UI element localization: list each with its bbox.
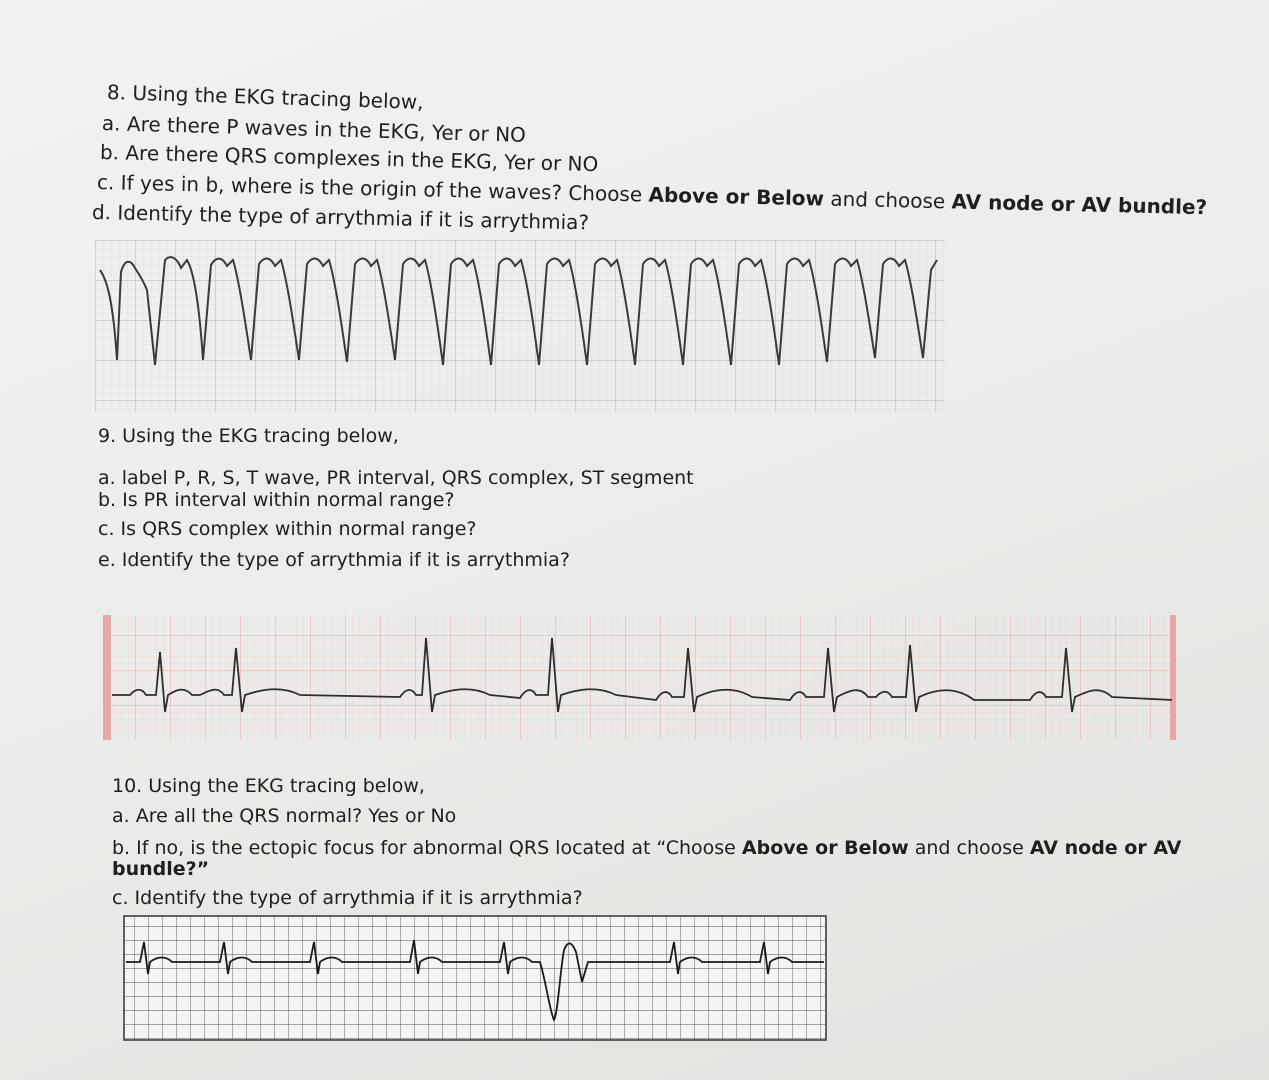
ekg-strip-q9 (100, 600, 1180, 752)
q9-part-c: c. Is QRS complex within normal range? (98, 518, 477, 540)
ekg-strip-q10 (120, 912, 830, 1042)
q9-right-edge (1170, 615, 1176, 740)
q9-grid (105, 615, 1177, 740)
q10-part-b (112, 839, 1181, 858)
q10-part-a: a. Are all the QRS normal? Yes or No (112, 805, 457, 827)
q9-part-e: e. Identify the type of arrythmia if it is arrythmia? (98, 549, 570, 571)
q10-grid-lines (124, 916, 826, 1040)
q8-part-c-mid: and choose (823, 186, 952, 214)
q9-left-edge (103, 615, 111, 740)
q10-part-b-bold-2: AV node or AV (1029, 837, 1182, 859)
q8-title: 8. Using the EKG tracing below, (106, 80, 424, 114)
q8-grid (95, 240, 945, 412)
ekg-strip-q8 (95, 240, 945, 412)
q8-part-a: a. Are there P waves in the EKG, Yer or NO (101, 111, 527, 147)
q8-part-c-bold-1: Above or Below (648, 182, 825, 211)
q9-title: 9. Using the EKG tracing below, (98, 425, 399, 447)
q10-part-b-text: b. If no, is the ectopic focus for abnormal QRS located at “Choose (112, 837, 742, 859)
q8-part-c-bold-2: AV node or AV bundle? (951, 189, 1208, 220)
q9-part-b: b. Is PR interval within normal range? (98, 489, 455, 511)
q8-part-b: b. Are there QRS complexes in the EKG, Yer or NO (99, 140, 599, 177)
q9-part-a: a. label P, R, S, T wave, PR interval, QRS complex, ST segment (98, 467, 694, 489)
q10-part-b-bold-1: Above or Below (741, 837, 909, 859)
q10-part-b-continued: bundle?” (112, 858, 210, 880)
q10-part-b-mid: and choose (908, 837, 1030, 859)
q8-part-c-text: c. If yes in b, where is the origin of the waves? Choose (96, 170, 649, 207)
q10-part-c: c. Identify the type of arrythmia if it is arrythmia? (112, 887, 583, 909)
q10-title: 10. Using the EKG tracing below, (112, 775, 425, 797)
q8-part-d: d. Identify the type of arrythmia if it is arrythmia? (91, 200, 590, 235)
